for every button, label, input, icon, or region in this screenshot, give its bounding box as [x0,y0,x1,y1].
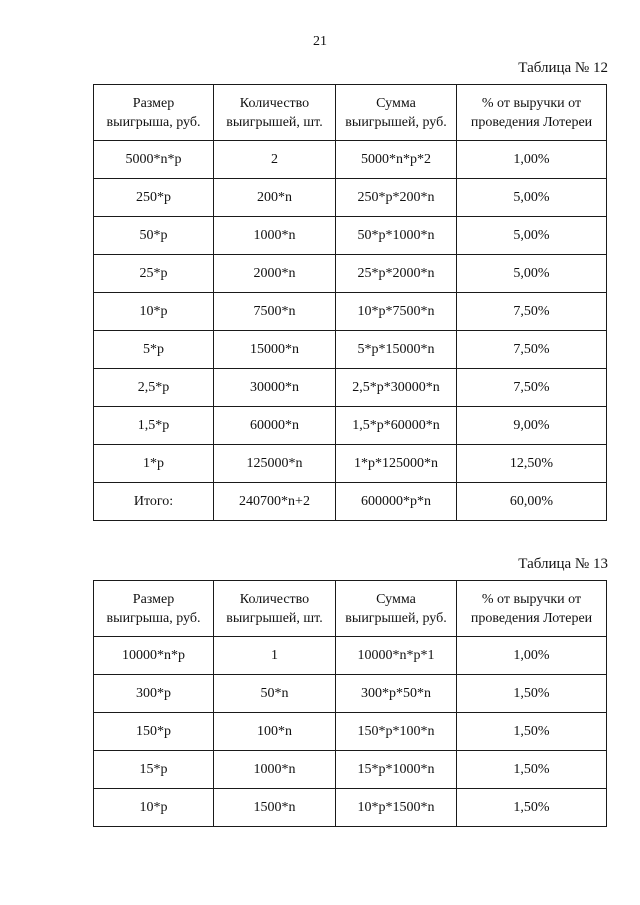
header-prize-count [214,581,336,637]
cell-revenue-share: 1,00% [457,637,607,675]
cell-prize-sum: 10*p*1500*n [336,789,457,827]
table-row [94,369,607,407]
header-line: выигрышей, руб. [345,610,447,626]
header-line: Количество [239,591,310,607]
table-row [94,483,607,521]
cell-prize-count: 7500*n [214,293,336,331]
cell-prize-sum: 1*p*125000*n [336,445,457,483]
header-revenue-share [457,85,607,141]
cell-prize-size: 2,5*p [94,369,214,407]
cell-prize-count: 2 [214,141,336,179]
cell-prize-count: 240700*n+2 [214,483,336,521]
cell-prize-count: 125000*n [214,445,336,483]
cell-prize-size: 10000*n*p [94,637,214,675]
header-line: Сумма [376,591,416,607]
table-row [94,675,607,713]
table-row [94,217,607,255]
table-13-caption: Таблица № 13 [518,556,608,572]
cell-revenue-share: 5,00% [457,255,607,293]
header-line: выигрышей, руб. [345,114,447,130]
cell-revenue-share: 7,50% [457,331,607,369]
cell-prize-sum: 150*p*100*n [336,713,457,751]
cell-prize-size: 1*p [94,445,214,483]
header-line: Размер [132,95,175,111]
prize-table-12 [93,84,607,521]
cell-revenue-share: 1,50% [457,713,607,751]
cell-revenue-share: 1,00% [457,141,607,179]
cell-revenue-share: 7,50% [457,369,607,407]
cell-prize-sum: 5*p*15000*n [336,331,457,369]
cell-revenue-share: 5,00% [457,179,607,217]
cell-revenue-share: 5,00% [457,217,607,255]
cell-prize-sum: 25*p*2000*n [336,255,457,293]
cell-prize-count: 1000*n [214,751,336,789]
header-prize-size [94,581,214,637]
header-prize-count [214,85,336,141]
cell-prize-count: 100*n [214,713,336,751]
header-row [94,85,607,141]
header-line: % от выручки от [481,591,582,607]
cell-prize-count: 15000*n [214,331,336,369]
table-row [94,293,607,331]
table-row [94,713,607,751]
cell-revenue-share: 9,00% [457,407,607,445]
header-line: % от выручки от [481,95,582,111]
cell-prize-size: 10*p [94,789,214,827]
cell-prize-count: 60000*n [214,407,336,445]
header-line: Сумма [376,95,416,111]
cell-prize-sum: 10000*n*p*1 [336,637,457,675]
table-row [94,637,607,675]
table-row [94,407,607,445]
header-line: Размер [132,591,175,607]
cell-prize-size: 5000*n*p [94,141,214,179]
cell-prize-sum: 1,5*p*60000*n [336,407,457,445]
cell-prize-size: 5*p [94,331,214,369]
cell-prize-count: 1 [214,637,336,675]
header-line: выигрышей, шт. [226,114,323,130]
table-row [94,255,607,293]
cell-revenue-share: 1,50% [457,789,607,827]
cell-prize-size: 250*p [94,179,214,217]
table-12-caption: Таблица № 12 [518,60,608,76]
cell-prize-count: 1000*n [214,217,336,255]
prize-table-13 [93,580,607,827]
table-row [94,331,607,369]
cell-prize-size: 300*p [94,675,214,713]
header-line: проведения Лотереи [470,610,593,626]
cell-revenue-share: 7,50% [457,293,607,331]
cell-prize-count: 200*n [214,179,336,217]
header-line: выигрышей, шт. [226,610,323,626]
cell-prize-sum: 250*p*200*n [336,179,457,217]
table-row [94,789,607,827]
cell-prize-size: 10*p [94,293,214,331]
header-line: проведения Лотереи [470,114,593,130]
cell-prize-sum: 50*p*1000*n [336,217,457,255]
header-prize-sum [336,581,457,637]
cell-prize-size: 1,5*p [94,407,214,445]
header-line: выигрыша, руб. [106,114,201,130]
cell-prize-sum: 10*p*7500*n [336,293,457,331]
header-prize-size [94,85,214,141]
cell-prize-size: Итого: [94,483,214,521]
table-row [94,141,607,179]
header-prize-sum [336,85,457,141]
cell-prize-sum: 2,5*p*30000*n [336,369,457,407]
cell-prize-count: 2000*n [214,255,336,293]
cell-prize-sum: 300*p*50*n [336,675,457,713]
cell-revenue-share: 12,50% [457,445,607,483]
header-revenue-share [457,581,607,637]
table-row [94,179,607,217]
table-row [94,445,607,483]
cell-revenue-share: 1,50% [457,675,607,713]
page-number: 21 [313,34,327,49]
cell-prize-sum: 15*p*1000*n [336,751,457,789]
cell-prize-size: 150*p [94,713,214,751]
cell-prize-count: 50*n [214,675,336,713]
cell-revenue-share: 60,00% [457,483,607,521]
cell-prize-sum: 600000*p*n [336,483,457,521]
header-line: Количество [239,95,310,111]
cell-prize-size: 15*p [94,751,214,789]
table-row [94,751,607,789]
cell-prize-sum: 5000*n*p*2 [336,141,457,179]
header-row [94,581,607,637]
header-line: выигрыша, руб. [106,610,201,626]
cell-prize-size: 50*p [94,217,214,255]
cell-prize-size: 25*p [94,255,214,293]
cell-revenue-share: 1,50% [457,751,607,789]
cell-prize-count: 30000*n [214,369,336,407]
cell-prize-count: 1500*n [214,789,336,827]
